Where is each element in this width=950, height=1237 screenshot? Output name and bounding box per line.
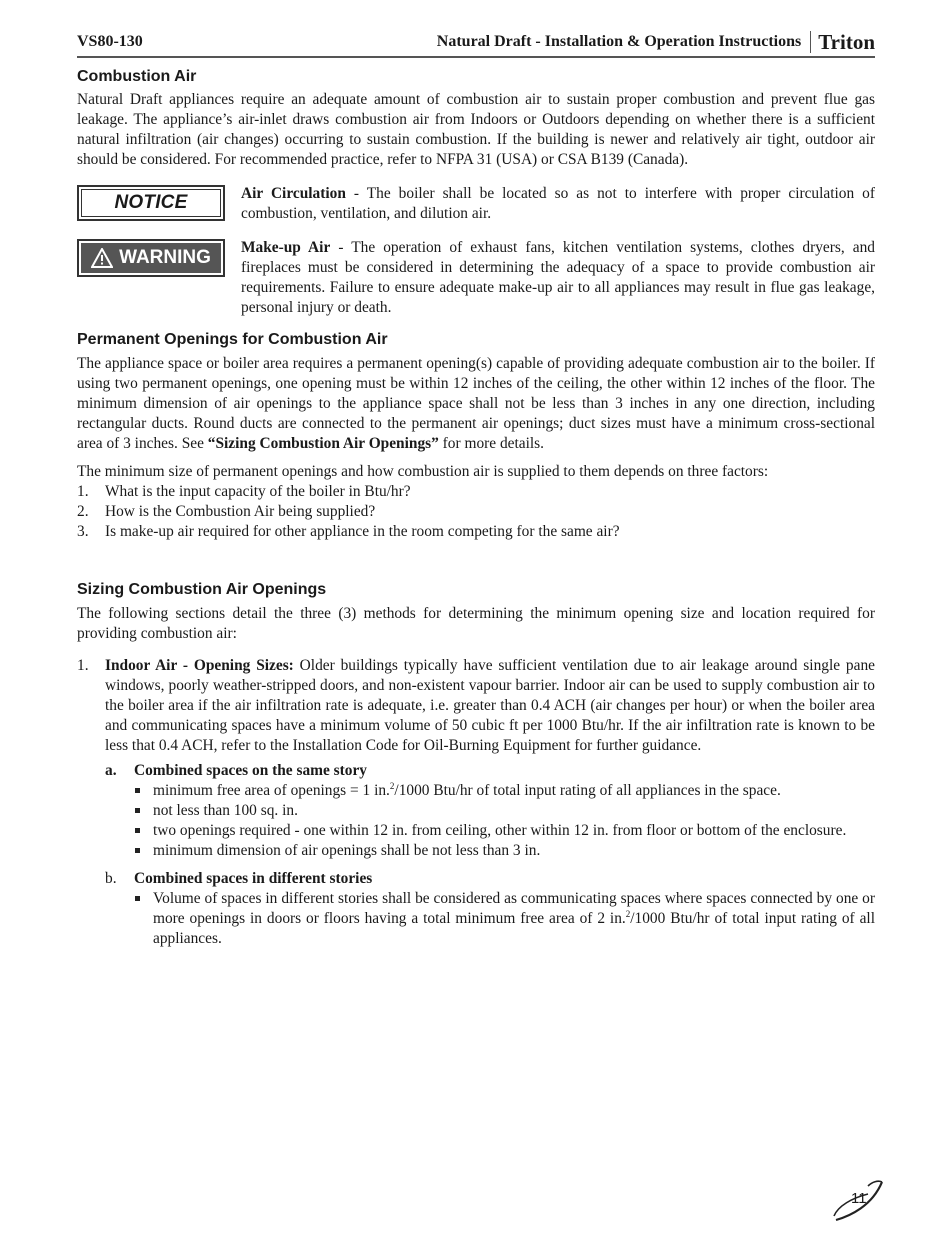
header-divider [810, 31, 811, 53]
list-item: two openings required - one within 12 in. from ceiling, other within 12 in. from floor or bottom of the enclosure. [134, 821, 875, 841]
brand-name: Triton [818, 30, 875, 54]
factors-list [77, 482, 875, 542]
list-item: 3. Is make-up air required for other appliance in the room competing for the same air? [77, 523, 620, 540]
method-number: 1. [77, 657, 89, 674]
model-number: VS80-130 [77, 33, 143, 50]
method-indoor-air [77, 656, 875, 949]
subsection-same-story: a. Combined spaces on the same story minimum free area of openings = 1 in.$^2$/1000 Btu/hr of total input rating of all appliances in the space. not less than 100 sq. in. two openings required - one within 12 in. from ceiling, other within 12 in. from floor or bottom of the enclosure. minimum dimension of air openings shall be not less than 3 in. [105, 761, 875, 861]
warning-triangle-icon [91, 248, 113, 268]
list-item: 2. How is the Combustion Air being supplied? [77, 503, 376, 520]
subsection-title: Combined spaces in different stories [134, 870, 373, 887]
permanent-openings-paragraph: The appliance space or boiler area requires a permanent opening(s) capable of providing adequate combustion air to the boiler. If using two permanent openings, one opening must be within 12 inches of the ceiling, the other within 12 inches of the floor. The minimum dimension of air openings to the appliance space shall not be less than 3 inches in any one direction, including rectangular ducts. Round ducts are connected to the permanent air openings; duct sizes must have a minimum cross-sectional area of 3 inches. See “Sizing Combustion Air Openings” for more details. [77, 355, 875, 452]
notice-label: NOTICE [81, 189, 221, 217]
document-page [77, 26, 875, 949]
page-header [77, 26, 875, 58]
list-item: 1. What is the input capacity of the boiler in Btu/hr? [77, 483, 411, 500]
method-indoor-air-text: Indoor Air - Opening Sizes: Older buildings typically have sufficient ventilation due to air leakage around single pane windows, poorly weather-stripped doors, and non-existent vapour barrier. Indoor air can be used to supply combustion air to the boiler area if the air infiltration rate is adequate, i.e. greater than 0.4 ACH (air changes per hour) or when the boiler area and communicating spaces have a minimum volume of 50 cubic ft per 1000 Btu/hr. If the air infiltration rate is known to be less that 0.4 ACH, refer to the Installation Code for Oil-Burning Equipment for further guidance. [105, 657, 875, 754]
notice-block [77, 184, 875, 224]
warning-body: - The operation of exhaust fans, kitchen ventilation systems, clothes dryers, and fireplaces must be considered in determining the adequacy of a space to provide combustion air requirements. Failure to ensure adequate make-up air to all appliances may result in flue gas leakage, personal injury or death. [241, 239, 876, 316]
warning-block [77, 238, 875, 318]
bullet-list [134, 781, 875, 861]
combustion-air-heading: Combustion Air [77, 68, 197, 85]
list-item: not less than 100 sq. in. [134, 801, 875, 821]
method-lead: Indoor Air - Opening Sizes: [105, 657, 294, 674]
list-item: Volume of spaces in different stories shall be considered as communicating spaces where spaces connected by one or more openings in doors or floors having a total minimum free area of 2 in.$^2$/1000 Btu/hr of total input rating of all appliances. [134, 889, 875, 949]
list-item: minimum free area of openings = 1 in.$^2$/1000 Btu/hr of total input rating of all appliances in the space. [134, 781, 875, 801]
warning-text [241, 238, 875, 318]
sizing-intro: The following sections detail the three (3) methods for determining the minimum opening size and location required for providing combustion air: [77, 605, 875, 642]
permanent-openings-heading: Permanent Openings for Combustion Air [77, 331, 388, 348]
sizing-reference: “Sizing Combustion Air Openings” [207, 435, 439, 452]
notice-text [241, 184, 875, 224]
bullet-list [134, 889, 875, 949]
warning-badge [77, 239, 225, 277]
document-title: Natural Draft - Installation & Operation Instructions [436, 33, 802, 50]
warning-label: WARNING [119, 247, 211, 268]
sizing-heading: Sizing Combustion Air Openings [77, 581, 327, 598]
subsection-different-stories: b. Combined spaces in different stories Volume of spaces in different stories shall be considered as communicating spaces where spaces connected by one or more openings in doors or floors having a total minimum free area of 2 in.$^2$/1000 Btu/hr of total input rating of all appliances. [105, 870, 875, 947]
list-item: minimum dimension of air openings shall be not less than 3 in. [134, 841, 875, 861]
page-number: 11 [851, 1190, 867, 1207]
header-right [437, 31, 875, 53]
notice-badge [77, 185, 225, 221]
notice-lead: Air Circulation [241, 185, 346, 202]
factors-intro: The minimum size of permanent openings and how combustion air is supplied to them depends on three factors: [77, 463, 769, 480]
notice-body: - The boiler shall be located so as not to interfere with proper circulation of combustion, ventilation, and dilution air. [241, 185, 875, 222]
warning-lead: Make-up Air [241, 239, 331, 256]
subsection-title: Combined spaces on the same story [134, 762, 367, 779]
combustion-air-paragraph: Natural Draft appliances require an adequate amount of combustion air to sustain proper combustion and prevent flue gas leakage. The appliance’s air-inlet draws combustion air from Indoors or Outdoors depending on whether there is a sufficient natural infiltration (air changes) occurring to sustain combustion. If the building is newer and relatively air tight, outdoor air should be considered. For recommended practice, refer to NFPA 31 (USA) or CSA B139 (Canada). [77, 91, 875, 168]
